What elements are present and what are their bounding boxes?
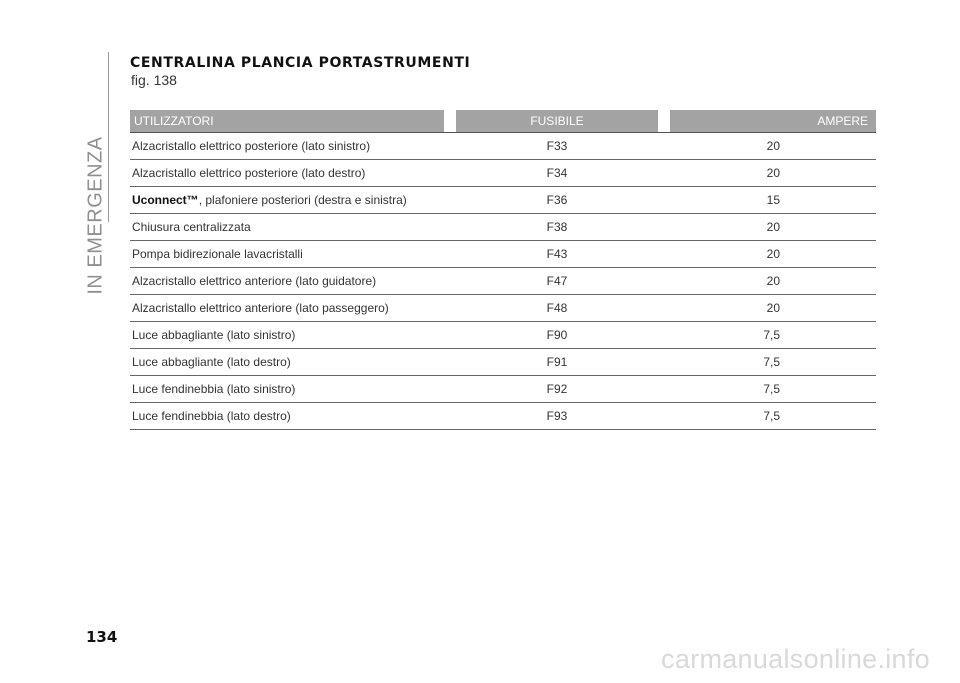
cell-fusibile: F93 <box>546 409 568 423</box>
watermark: carmanualsonline.info <box>661 644 930 674</box>
cell-utilizzatore-text: Alzacristallo elettrico posteriore (lato destro) <box>132 166 366 180</box>
table-row <box>130 214 876 241</box>
cell-utilizzatore-text: Alzacristallo elettrico anteriore (lato guidatore) <box>132 274 377 288</box>
section-side-label <box>84 60 108 295</box>
cell-fusibile: F92 <box>546 382 568 396</box>
cell-fusibile: F38 <box>546 220 568 234</box>
header-fusibile: FUSIBILE <box>456 110 658 132</box>
cell-utilizzatore <box>130 355 456 369</box>
cell-utilizzatore-text: Alzacristallo elettrico posteriore (lato sinistro) <box>132 139 371 153</box>
cell-fusibile: F43 <box>546 247 568 261</box>
cell-ampere: 7,5 <box>763 355 780 369</box>
cell-utilizzatore-bold: Uconnect™ <box>132 193 199 207</box>
cell-ampere: 20 <box>766 301 780 315</box>
cell-ampere: 20 <box>766 274 780 288</box>
cell-utilizzatore-text: Luce abbagliante (lato destro) <box>132 355 291 369</box>
table-row <box>130 241 876 268</box>
table-row <box>130 295 876 322</box>
cell-ampere: 7,5 <box>763 328 780 342</box>
table-row <box>130 133 876 160</box>
cell-utilizzatore-text: Luce fendinebbia (lato sinistro) <box>132 382 296 396</box>
table-row <box>130 376 876 403</box>
cell-fusibile: F47 <box>546 274 568 288</box>
cell-utilizzatore <box>130 220 456 234</box>
cell-ampere: 7,5 <box>763 382 780 396</box>
table-row <box>130 160 876 187</box>
page-title: CENTRALINA PLANCIA PORTASTRUMENTI <box>130 55 471 71</box>
fuse-table <box>130 110 876 430</box>
cell-utilizzatore-text: Alzacristallo elettrico anteriore (lato passeggero) <box>132 301 389 315</box>
cell-utilizzatore <box>130 409 456 423</box>
cell-fusibile: F33 <box>546 139 568 153</box>
table-row <box>130 268 876 295</box>
cell-utilizzatore <box>130 301 456 315</box>
cell-utilizzatore <box>130 139 456 153</box>
header-utilizzatori: UTILIZZATORI <box>130 110 444 132</box>
section-side-label-text: IN EMERGENZA <box>84 136 107 295</box>
cell-ampere: 20 <box>766 139 780 153</box>
page-number: 134 <box>86 628 118 646</box>
cell-utilizzatore <box>130 193 456 207</box>
cell-utilizzatore <box>130 247 456 261</box>
cell-utilizzatore-text: Luce abbagliante (lato sinistro) <box>132 328 296 342</box>
cell-fusibile: F34 <box>546 166 568 180</box>
cell-fusibile: F48 <box>546 301 568 315</box>
table-row <box>130 187 876 214</box>
table-body <box>130 132 876 430</box>
cell-ampere: 20 <box>766 166 780 180</box>
cell-utilizzatore <box>130 328 456 342</box>
section-divider-line <box>108 52 109 222</box>
cell-ampere: 15 <box>766 193 780 207</box>
cell-fusibile: F36 <box>546 193 568 207</box>
cell-fusibile: F91 <box>546 355 568 369</box>
cell-utilizzatore <box>130 166 456 180</box>
cell-utilizzatore-text: Pompa bidirezionale lavacristalli <box>132 247 303 261</box>
table-row <box>130 349 876 376</box>
cell-ampere: 20 <box>766 247 780 261</box>
table-header <box>130 110 876 132</box>
cell-utilizzatore-text: , plafoniere posteriori (destra e sinistra) <box>198 193 407 207</box>
cell-ampere: 7,5 <box>763 409 780 423</box>
cell-utilizzatore <box>130 382 456 396</box>
cell-fusibile: F90 <box>546 328 568 342</box>
figure-reference: fig. 138 <box>131 72 177 88</box>
table-row <box>130 403 876 430</box>
header-ampere: AMPERE <box>670 110 876 132</box>
table-row <box>130 322 876 349</box>
cell-ampere: 20 <box>766 220 780 234</box>
cell-utilizzatore-text: Chiusura centralizzata <box>132 220 251 234</box>
cell-utilizzatore <box>130 274 456 288</box>
cell-utilizzatore-text: Luce fendinebbia (lato destro) <box>132 409 291 423</box>
